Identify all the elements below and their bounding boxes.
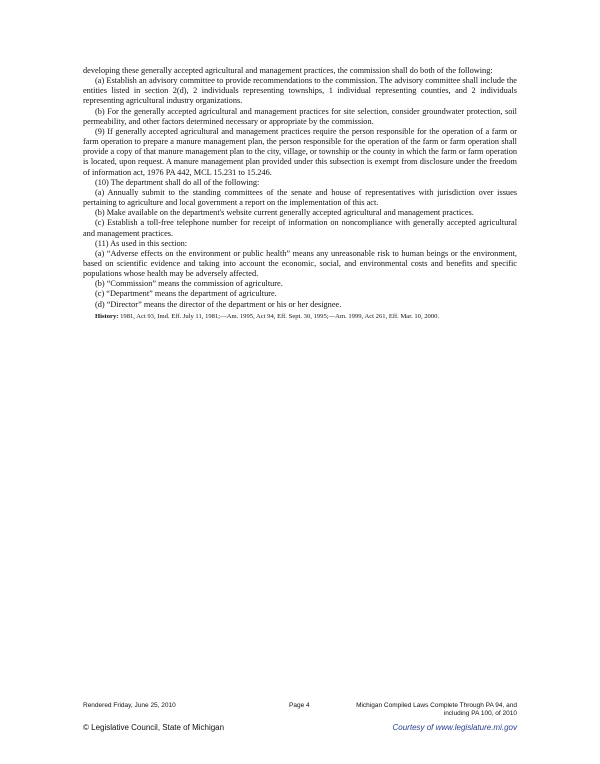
compiled-laws-note <box>327 702 517 718</box>
history-note <box>83 313 517 322</box>
history-text: 1981, Act 93, Imd. Eff. July 11, 1981;—Am. 1995, Act 94, Eff. Sept. 30, 1995;—Am. 1999, Act 261, Eff. Mar. 10, 2000. <box>118 312 440 320</box>
courtesy-link[interactable]: Courtesy of www.legislature.mi.gov <box>392 723 517 732</box>
compiled-line-2: including PA 100, of 2010 <box>443 710 517 717</box>
paragraph: (b) “Commission” means the commission of agriculture. <box>95 279 283 289</box>
rendered-date: Rendered Friday, June 25, 2010 <box>83 702 176 709</box>
footer-credits <box>83 723 517 735</box>
paragraph: (a) “Adverse effects on the environment or public health” means any unreasonable risk to human beings or the environment, based on scientific evidence and taking into account the economic, social, and environmental costs and benefits and specific populations whose health may be adversely affected. <box>83 248 517 279</box>
law-text-body <box>83 66 517 321</box>
paragraph: (a) Establish an advisory committee to provide recommendations to the commission. The advisory committee shall include the entities listed in section 2(d), 2 individuals representing townships, 1 individual representing counties, and 2 individuals representing agricultural industry organizations. <box>83 76 517 106</box>
footer-meta <box>83 702 517 722</box>
history-label: History: <box>95 312 119 320</box>
paragraph: (c) “Department” means the department of agriculture. <box>95 289 277 299</box>
paragraph: (d) “Director” means the director of the department or his or her designee. <box>95 299 342 309</box>
paragraph: (9) If generally accepted agricultural and management practices require the person responsible for the operation of a farm or farm operation to prepare a manure management plan, the person responsible for the operation of the farm or farm operation shall provide a copy of that manure management plan to the city, village, or township or the county in which the farm or farm operation is located, upon request. A manure management plan provided under this subsection is exempt from disclosure under the freedom of information act, 1976 PA 442, MCL 15.231 to 15.246. <box>83 126 517 177</box>
paragraph: (b) Make available on the department's website current generally accepted agricultural and management practices. <box>95 208 474 218</box>
paragraph: (b) For the generally accepted agricultural and management practices for site selection, consider groundwater protection, soil permeability, and other factors determined necessary or appropriate by the commission. <box>83 106 517 126</box>
copyright-notice: © Legislative Council, State of Michigan <box>83 723 225 732</box>
paragraph: (a) Annually submit to the standing committees of the senate and house of representatives with jurisdiction over issues pertaining to agriculture and local government a report on the implementation of this act. <box>83 187 517 208</box>
paragraph: developing these generally accepted agricultural and management practices, the commission shall do both of the following: <box>83 66 493 75</box>
paragraph: (c) Establish a toll-free telephone number for receipt of information on noncompliance with generally accepted agricultural and management practices. <box>83 218 517 238</box>
paragraph: (10) The department shall do all of the following: <box>95 177 260 187</box>
compiled-line-1: Michigan Compiled Laws Complete Through PA 94, and <box>356 702 517 709</box>
paragraph: (11) As used in this section: <box>95 238 188 248</box>
page-number: Page 4 <box>289 702 310 709</box>
